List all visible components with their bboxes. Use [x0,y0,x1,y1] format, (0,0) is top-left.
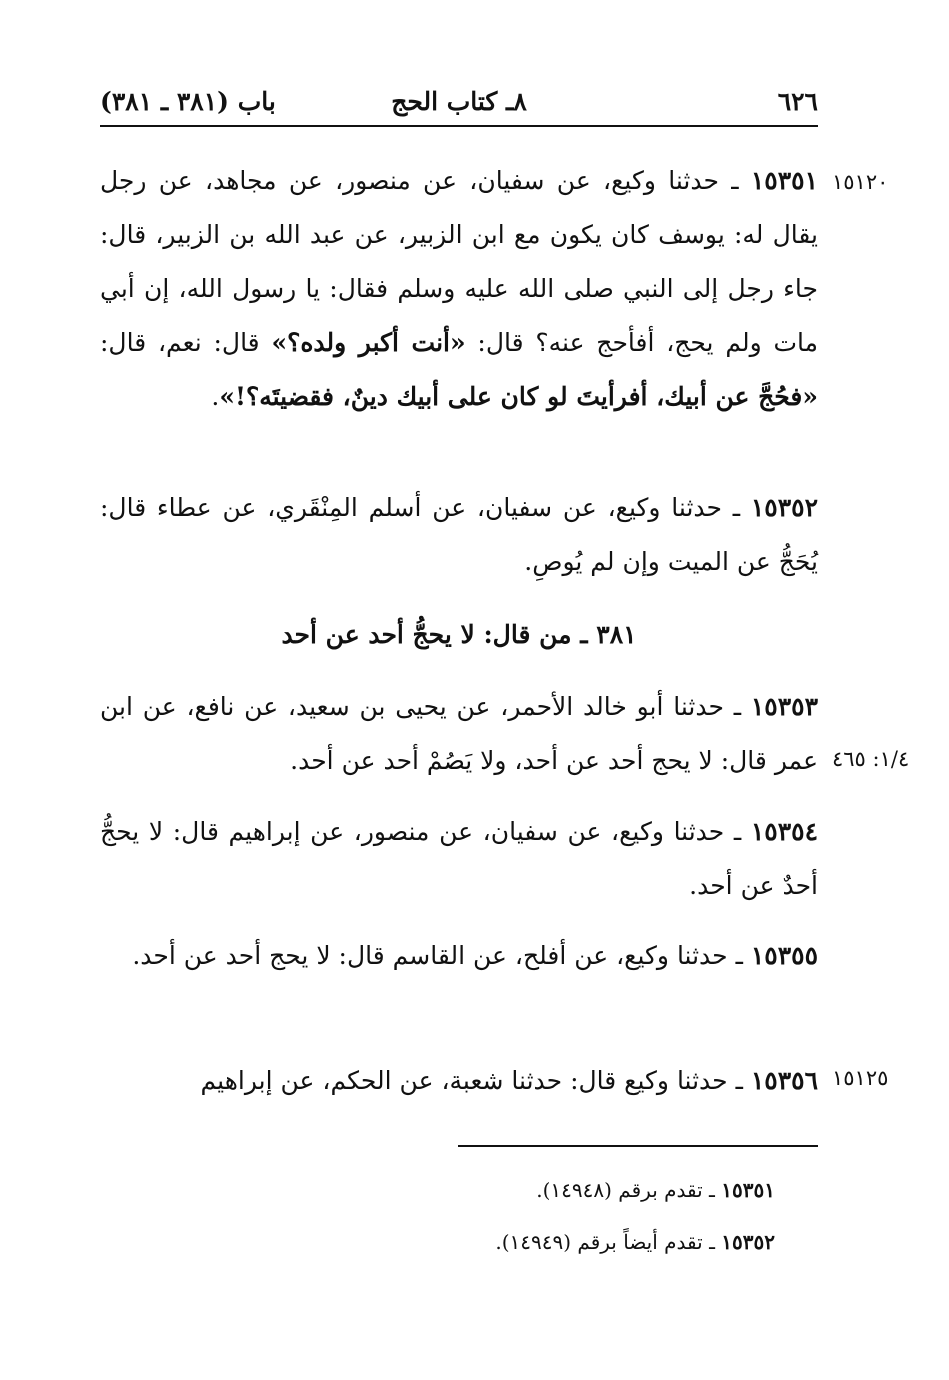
margin-reference: ١/٤: ٤٦٥ [832,747,910,771]
margin-reference: ١٥١٢٠ [832,170,889,194]
hadith-text: ـ حدثنا وكيع، عن سفيان، عن منصور، عن إبراهيم قال: لا يحجُّ أحدٌ عن أحد. [100,817,818,900]
hadith-paragraph [100,680,818,788]
hadith-number: ١٥٣٥٣ [750,692,818,721]
hadith-text: ـ حدثنا وكيع، عن أفلح، عن القاسم قال: لا يحج أحد عن أحد. [132,941,751,970]
hadith-paragraph [100,929,818,983]
hadith-number: ١٥٣٥٤ [750,817,818,846]
hadith-number: ١٥٣٥٢ [750,493,818,522]
hadith-number: ١٥٣٥١ [750,166,818,195]
hadith-text: . [211,382,220,411]
chapter-range: باب (٣٨١ ـ ٣٨١) [100,87,276,116]
footnote-number: ١٥٣٥١ [721,1178,775,1202]
hadith-text: ـ حدثنا أبو خالد الأحمر، عن يحيى بن سعيد، عن نافع، عن ابن عمر قال: لا يحج أحد عن أحد، ولا يَصُمْ أحد عن أحد. [100,692,818,775]
footnote [300,1170,775,1210]
header-divider [100,125,818,127]
book-title: ٨ـ كتاب الحج [391,87,527,116]
section-heading: ٣٨١ ـ من قال: لا يحجُّ أحد عن أحد [281,620,637,649]
footnote-text: ـ تقدم أيضاً برقم (١٤٩٤٩). [495,1230,722,1254]
hadith-text: ـ حدثنا وكيع، عن سفيان، عن منصور، عن مجاهد، عن رجل يقال له: يوسف كان يكون مع ابن الزبير، عن عبد الله بن الزبير، قال: جاء رجل إلى النبي صلى الله عليه وسلم فقال: يا رسول الله، إن أبي مات ولم يحج، أفأحج عنه؟ قال: [100,166,818,357]
hadith-paragraph [100,1054,818,1108]
footnote-divider [458,1145,818,1147]
hadith-text: ـ حدثنا وكيع، عن سفيان، عن أسلم المِنْقَري، عن عطاء قال: يُحَجُّ عن الميت وإن لم يُوصِ. [100,493,818,576]
hadith-quote: «أنت أكبر ولده؟» [271,328,466,357]
hadith-quote: «فحُجَّ عن أبيك، أفرأيتَ لو كان على أبيك دينٌ، فقضيتَه؟!» [219,382,818,411]
hadith-paragraph [100,154,818,424]
hadith-number: ١٥٣٥٥ [750,941,818,970]
margin-reference: ١٥١٢٥ [832,1066,889,1090]
footnote [300,1222,775,1262]
footnote-text: ـ تقدم برقم (١٤٩٤٨). [536,1178,722,1202]
page-number: ٦٢٦ [777,87,818,116]
hadith-text: قال: نعم، قال: [100,328,272,357]
page-header [100,82,818,122]
hadith-paragraph [100,805,818,913]
footnote-number: ١٥٣٥٢ [721,1230,775,1254]
hadith-paragraph [100,481,818,589]
hadith-text: ـ حدثنا وكيع قال: حدثنا شعبة، عن الحكم، عن إبراهيم [200,1066,751,1095]
hadith-number: ١٥٣٥٦ [750,1066,818,1095]
